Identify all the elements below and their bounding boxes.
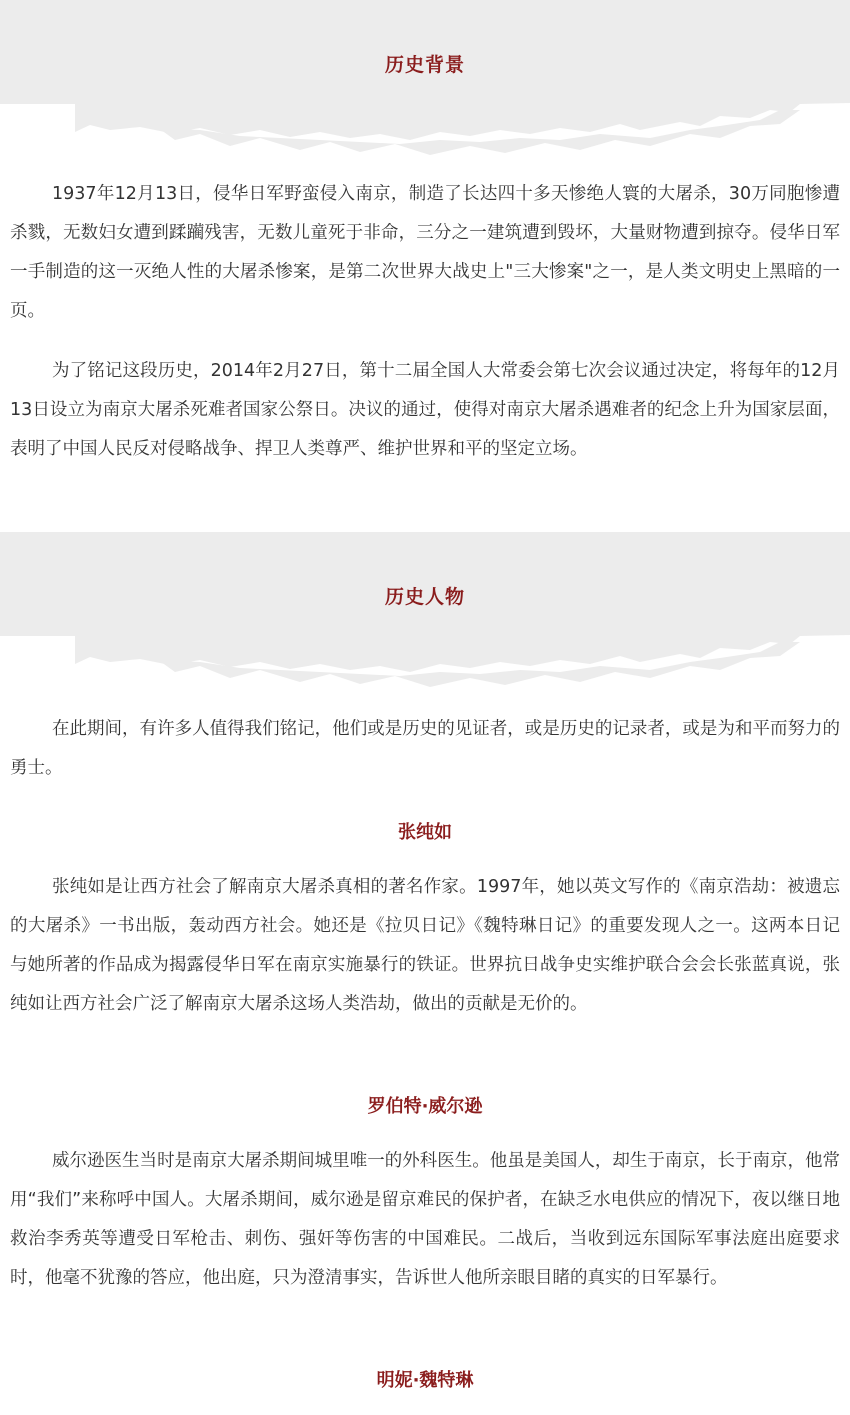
person-name: 罗伯特·威尔逊 [367, 1096, 483, 1117]
section-title: 历史人物 [384, 586, 465, 608]
torn-paper-banner-icon [0, 0, 850, 170]
intro-paragraph: 在此期间，有许多人值得我们铭记，他们或是历史的见证者，或是历史的记录者，或是为和平而努力的勇士。 [10, 719, 840, 778]
section-banner-background [0, 532, 850, 702]
section-banner-background [0, 0, 850, 170]
person-name: 明妮·魏特琳 [376, 1370, 474, 1391]
person-bio: 威尔逊医生当时是南京大屠杀期间城里唯一的外科医生。他虽是美国人，却生于南京，长于南京，他常用“我们”来称呼中国人。大屠杀期间，威尔逊是留京难民的保护者，在缺乏水电供应的情况下，夜以继日地救治李秀英等遭受日军枪击、刺伤、强奸等伤害的中国难民。二战后，当收到远东国际军事法庭出庭要求时，他毫不犹豫的答应，他出庭，只为澄清事实，告诉世人他所亲眼目睹的真实的日军暴行。 [10, 1151, 840, 1288]
paragraph: 1937年12月13日，侵华日军野蛮侵入南京，制造了长达四十多天惨绝人寰的大屠杀，30万同胞惨遭杀戮，无数妇女遭到蹂躏残害，无数儿童死于非命，三分之一建筑遭到毁坏，大量财物遭到掠夺。侵华日军一手制造的这一灭绝人性的大屠杀惨案，是第二次世界大战史上"三大惨案"之一，是人类文明史上黑暗的一页。 [10, 184, 840, 321]
section-title: 历史背景 [384, 54, 465, 76]
paragraph: 为了铭记这段历史，2014年2月27日，第十二届全国人大常委会第七次会议通过决定，将每年的12月13日设立为南京大屠杀死难者国家公祭日。决议的通过，使得对南京大屠杀遇难者的纪念上升为国家层面，表明了中国人民反对侵略战争、捍卫人类尊严、维护世界和平的坚定立场。 [10, 361, 840, 459]
person-bio: 张纯如是让西方社会了解南京大屠杀真相的著名作家。1997年，她以英文写作的《南京浩劫：被遗忘的大屠杀》一书出版，轰动西方社会。她还是《拉贝日记》《魏特琳日记》的重要发现人之一。这两本日记与她所著的作品成为揭露侵华日军在南京实施暴行的铁证。世界抗日战争史实维护联合会会长张蓝真说，张纯如让西方社会广泛了解南京大屠杀这场人类浩劫，做出的贡献是无价的。 [10, 877, 840, 1014]
torn-paper-banner-icon [0, 532, 850, 702]
person-name: 张纯如 [398, 822, 452, 843]
